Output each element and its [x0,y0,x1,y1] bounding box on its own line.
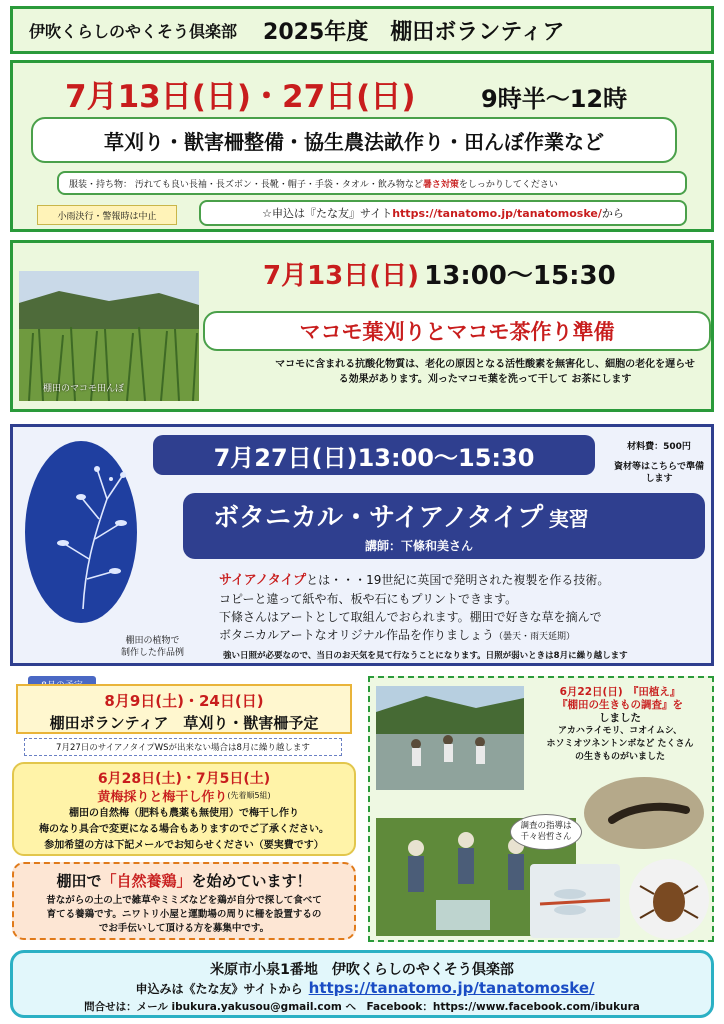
footer-address: 米原市小泉1番地 伊吹くらしのやくそう倶楽部 [210,962,514,978]
report-line-2: 『棚田の生きもの調査』を [557,699,683,711]
dragonfly-photo [530,864,620,938]
items-suffix: をしっかりしてください [458,179,558,190]
water-bug-image [628,858,710,940]
apply-box [199,200,687,226]
report-text [530,686,710,764]
footer-apply-prefix: 申込みは《たな友》サイトから [135,981,315,996]
volunteer-tasks: 草刈り・獣害柵整備・協生農法畝作り・田んぼ作業など [31,117,677,163]
plum-line-2: 梅のなり具合で変更になる場合もありますのでご了承ください。 [39,824,329,835]
volunteer-items [57,171,687,195]
cyanotype-caption [121,635,184,659]
makomo-title: マコモ葉刈りとマコモ茶作り準備 [203,311,711,351]
chicken-line-1: 昔ながらの土の上で雑草やミミズなどを鶏が自分で探して食べて [46,895,322,906]
header-banner [10,6,714,54]
chicken-title-highlight: 「自然養鶏」 [101,872,192,890]
beetle-photo [628,858,710,940]
report-line-1: 6月22日(日) 『田植え』 [559,686,681,698]
plum-box [12,762,356,856]
chicken-title [14,870,354,891]
cyanotype-desc [219,571,609,646]
header-org: 伊吹くらしのやくそう倶楽部 [29,21,238,41]
makomo-date: 7月13日(日) [263,261,420,291]
apply-prefix: ☆申込は『たな友』サイト [262,207,393,220]
chicken-title-suffix: を始めています！ [191,872,312,890]
footer-contact-mid: へ Facebook： [345,1001,433,1013]
report-line-6: の生きものがいました [574,752,665,762]
rain-note: 小雨決行・警報時は中止 [37,205,177,225]
cyanotype-term: サイアノタイプ [219,573,307,588]
header-title: 2025年度 棚田ボランティア [263,19,565,45]
makomo-time: 13:00～15:30 [424,261,616,291]
footer-facebook[interactable]: https://www.facebook.com/ibukura [432,1000,640,1013]
cyanotype-instructor: 講師：下條和美さん [365,539,474,553]
guide-line-1: 調査の指導は [520,821,572,831]
newt-image [582,776,706,850]
cyanotype-sun-note: 強い日照が必要なので、当日のお天気を見て行なうことになります。日照が弱いときは8月に繰り越します [223,651,628,661]
makomo-photo-caption: 棚田のマコモ田んぼ [43,384,125,394]
august-note: 7月27日のサイアノタイプWSが出来ない場合は8月に繰り越します [24,738,342,756]
cyanotype-materials: 資材等はこちらで準備します [614,462,704,484]
cyanotype-title-box [183,493,705,559]
cyanotype-fee-block [611,441,707,485]
volunteer-dates: 7月13日(日)・27日(日) [65,79,416,115]
cyanotype-title-main: ボタニカル・サイアノタイプ [213,503,544,533]
cyanotype-desc-1: とは・・・19世紀に英国で発明された複製を作る技術。 [306,573,610,587]
chicken-box [12,862,356,940]
guide-line-2: 千々岩哲さん [520,832,572,842]
footer-contact-label: 問合せは：メール [84,1001,168,1013]
makomo-datetime [263,255,616,292]
chicken-title-prefix: 棚田で [56,872,102,890]
footer-contact [13,999,711,1014]
plum-title: 黄梅採りと梅干し作り [97,790,228,805]
section-makomo [10,240,714,412]
rice-planting-photo [376,686,524,790]
plum-title-row [14,786,354,805]
newt-photo [582,776,706,850]
makomo-desc: マコモに含まれる抗酸化物質は、老化の原因となる活性酸素を無害化し、細胞の老化を遅らせる効果があります。刈ったマコモ葉を洗って干して お茶にします [275,359,695,385]
cyanotype-desc-4-note: （曇天・雨天延期） [494,632,576,642]
august-title: 棚田ボランティア 草刈り・獣害柵予定 [49,714,319,732]
report-line-4: アカハライモリ、コオイムシ、 [557,726,683,736]
plum-limit: (先着順5組) [227,791,271,800]
section-cyanotype [10,424,714,666]
august-dates: 8月9日(土)・24日(日) [104,692,264,710]
volunteer-time: 9時半～12時 [481,85,628,113]
makomo-photo [19,271,199,401]
section-volunteer [10,60,714,232]
footer-email[interactable]: ibukura.yakusou@gmail.com [171,1000,342,1013]
august-box [16,684,352,734]
cyanotype-caption-1: 棚田の植物で [125,636,180,646]
apply-link[interactable]: https://tanatomo.jp/tanatomoske/ [392,206,602,220]
guide-bubble [510,814,582,850]
report-line-5: ホソミオツネントンボなど たくさん [546,739,694,749]
cyanotype-oval-image [23,439,139,625]
cyanotype-title [213,497,589,534]
footer-apply-link[interactable]: https://tanatomo.jp/tanatomoske/ [308,979,595,997]
footer-box [10,950,714,1018]
cyanotype-datetime: 7月27日(日)13:00～15:30 [153,435,595,475]
report-line-3: しました [599,712,641,724]
plum-dates: 6月28日(土)・7月5日(土) [97,771,271,787]
cyanotype-title-suffix: 実習 [548,507,589,531]
items-highlight: 暑さ対策 [422,179,459,190]
rice-planting-image [376,686,524,790]
cyanotype-artwork [23,439,139,625]
chicken-line-3: でお手伝いして頂ける方を募集中です。 [98,923,270,934]
plum-line-1: 棚田の自然梅（肥料も農薬も無使用）で梅干し作り [69,808,299,819]
report-box [368,676,714,942]
chicken-line-2: 育てる養鶏です。ニワトリ小屋と運動場の周りに柵を設置するの [46,909,322,920]
cyanotype-desc-3: 下條さんはアートとして取組んでおられます。棚田で好きな草を摘んで [219,610,602,624]
dragonfly-image [530,864,620,938]
cyanotype-desc-4: ボタニカルアートなオリジナル作品を作りましょう [219,628,495,642]
items-prefix: 服装・持ち物： 汚れても良い長袖・長ズボン・長靴・帽子・手袋・タオル・飲み物など [69,179,423,190]
cyanotype-caption-2: 制作した作品例 [121,648,185,658]
cyanotype-fee: 材料費：500円 [627,442,691,452]
footer-apply [13,979,711,997]
plum-line-3: 参加希望の方は下記メールでお知らせください（要実費です） [44,840,324,851]
apply-suffix: から [601,207,624,220]
cyanotype-desc-2: コピーと違って紙や布、板や石にもプリントできます。 [219,592,518,606]
